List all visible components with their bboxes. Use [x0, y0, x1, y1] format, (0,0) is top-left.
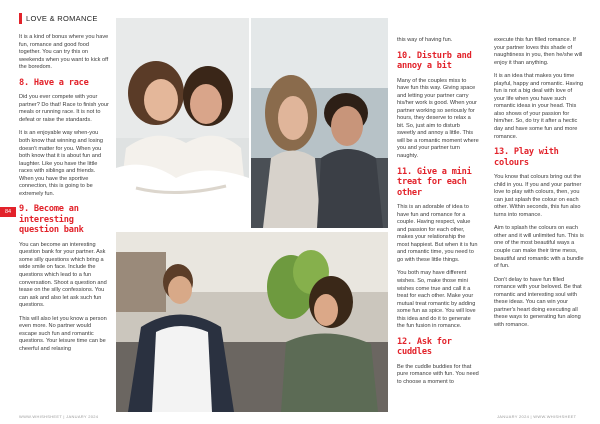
- paragraph: It is an enjoyable way when-you both know that winning and losing doesn't matter for you. When you both know that it is about fun and laughter. Like you have the little races with siblings and friends. When you have the sportive connection, this is going to be extremely fun.: [19, 130, 103, 197]
- footer-right: JANUARY 2024 | WWW.WHISHSHEET: [497, 414, 577, 419]
- paragraph: It is an idea that makes you time playful, happy and romantic. Having fun is not a big deal with love of your life when you have such romantic ideas in your head. This also shows of your passion for him/her. So, do try it after a hectic day and have some fun and more romance.: [494, 73, 583, 140]
- paragraph: Don't delay to have fun filled romance with your beloved. Be that romantic and interesting soul with these ideas. You can win your partner's heart doing executing all these ways to generating fun along with romance.: [494, 276, 582, 328]
- photo-couple-car: [251, 18, 388, 228]
- section-marker: [19, 13, 22, 24]
- page-number: 84: [0, 207, 16, 217]
- paragraph: You know that colours bring out the child in you. If you and your partner love to play with colours, then, you can just splash the colour on each other. Within seconds, this fun also turns into romance.: [494, 174, 582, 218]
- footer-left: WWW.WHISHSHEET | JANUARY 2024: [19, 414, 99, 419]
- paragraph: Aim to splash the colours on each other and it will unlimited fun. This is one of the most beautiful ways a couple can make their time mess, beautiful and romantic with a bundle of fun.: [494, 225, 584, 270]
- paragraph: You both may have different wishes. So, make those mini wishes come true and call it a treat for each other. Make your mutual treat romantic by adding some fun as spice. You will love this idea and do it to generate the fun fusion in romance.: [397, 270, 476, 330]
- heading-play-colours: 13. Play with colours: [494, 147, 559, 168]
- heading-mini-treat: 11. Give a mini treat for each other: [397, 166, 472, 198]
- paragraph: Be the cuddle buddies for that pure romance with fun. You need to choose a moment to: [397, 363, 479, 385]
- paragraph: You can become an interesting question bank for your partner. Ask some silly questions which bring a wide smile on face. Include the questions which lead to a fun conversation. Shoot a question and tease on the silly confessions. You can ask and also let ask such fun questions.: [19, 241, 107, 309]
- column-3: [397, 37, 479, 392]
- paragraph: Many of the couples miss to have fun this way. Giving space and letting your partner carry his/her work is good. When your partner working so seriously for hours, they deserve to relax a bit. So, just aim to disturb sweetly and annoy a little. This will be a romantic moment where you and your partner turn naughty.: [397, 77, 479, 160]
- section-title: LOVE & ROMANCE: [26, 14, 98, 23]
- column-1: [19, 34, 109, 360]
- paragraph: It is a kind of bonus where you have fun, romance and good food together. You can try this on weekends when you want to kick off the boredom.: [19, 34, 109, 71]
- paragraph: execute this fun filled romance. If your partner loves this shade of naughtiness in you, then he/she will enjoy it than anything.: [494, 37, 583, 66]
- paragraph: This will also let you know a person even more. No partner would escape such fun and romantic questions. Your leisure time can be cheerful and relaxing: [19, 315, 107, 352]
- photo-couple-sofa: [116, 232, 388, 412]
- heading-question-bank: 9. Become an interesting question bank: [19, 204, 84, 236]
- heading-disturb-annoy: 10. Disturb and annoy a bit: [397, 50, 472, 72]
- photo-couple-blanket: [116, 18, 249, 228]
- paragraph: this way of having fun.: [397, 37, 453, 43]
- paragraph: Did you ever compete with your partner? Do that! Race to finish your meals or running race. It is not to defeat or raise the standards.: [19, 94, 109, 123]
- paragraph: This is an adorable of idea to have fun and romance for a couple. Having respect, value and passion for each other, makes your relationship the most happiest. But when it is fun and romantic time, you need to go with these little things.: [397, 204, 478, 263]
- heading-have-a-race: 8. Have a race: [19, 77, 89, 88]
- heading-ask-cuddles: 12. Ask for cuddles: [397, 336, 452, 358]
- column-4: [494, 37, 584, 336]
